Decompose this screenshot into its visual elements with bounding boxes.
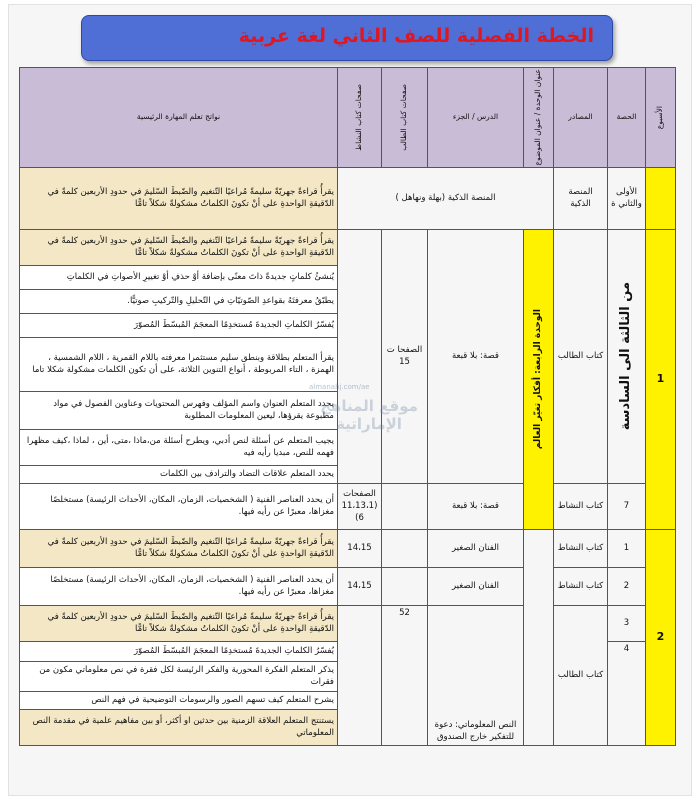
week1-number: 1 — [646, 229, 676, 529]
week1-pages-student-empty — [382, 483, 428, 529]
week2-lesson-info: النص المعلوماتي: دعوة للتفكير خارج الصندوق — [428, 605, 524, 745]
week2-source-student: كتاب الطالب — [554, 605, 608, 745]
document-page — [8, 4, 692, 796]
week2-source-1: كتاب النشاط — [554, 529, 608, 567]
week1-outcome-1: يقرأُ قراءةً جهريّةً سليمةً مُراعيًا التّنغيم والضّبطَ السّليمَ في حدودِ الأربعين كلمةً في الدّقيقةِ الواحدةِ على أنْ تكونَ الكلماتُ مشكولةً شكلاً تامًّا — [20, 229, 338, 265]
header-activity-pages: صفحات كتاب النشاط — [338, 68, 382, 168]
week1-outcome-9: أن يحدد العناصر الفنية ( الشخصيات، الزمان، المكان، الأحداث الرئيسة) مستخلصًا مغزاها، معبرًا عن رأيه فيها. — [20, 483, 338, 529]
week2-student-pages-1 — [382, 529, 428, 567]
header-lesson: الدرس / الجزء — [428, 68, 524, 168]
week1-vertical-label: من الثالثة الى السادسة — [608, 229, 646, 483]
week1-pages-activity-empty — [338, 229, 382, 483]
intro-class: الأولى والثاني ة — [608, 167, 646, 229]
intro-week-cell — [646, 167, 676, 229]
week2-row — [20, 529, 676, 567]
intro-outcome: يقرأُ قراءةً جهريّةً سليمةً مُراعيًا التّنغيم والضّبطَ السّليمَ في حدودِ الأربعين كلمةً في الدّقيقةِ الواحدةِ على أنْ تكونَ الكلماتُ مشكولةً شكلاً تامًّا — [20, 167, 338, 229]
week2-row — [20, 605, 676, 641]
intro-source: المنصة الذكية — [554, 167, 608, 229]
week1-class-7: 7 — [608, 483, 646, 529]
week1-row — [20, 229, 676, 265]
week2-unit-empty — [524, 529, 554, 745]
week1-lesson-2: قصة: بلا قبعة — [428, 483, 524, 529]
intro-row — [20, 167, 676, 229]
week2-number: 2 — [646, 529, 676, 745]
header-week: الأسبوع — [646, 68, 676, 168]
week1-lesson: قصة: بلا قبعة — [428, 229, 524, 483]
title-banner — [81, 15, 613, 61]
watermark-url: almanahj.com/ae — [309, 383, 370, 391]
week2-class-3: 3 — [608, 605, 646, 641]
week2-outcome-1: يقرأُ قراءةً جهريّةً سليمةً مُراعيًا التّنغيم والضّبطَ السّليمَ في حدودِ الأربعين كلمةً في الدّقيقةِ الواحدةِ على أنْ تكونَ الكلماتُ مشكولةً شكلاً تامًّا — [20, 605, 338, 641]
week2-class-4: 4 — [608, 641, 646, 745]
week1-outcome-4: يُفسّرُ الكلماتِ الجديدةَ مُستخدِمًا المعجَمَ المُبسّطَ المُصوّرَ — [20, 313, 338, 337]
week1-outcome-7: يجيب المتعلم عن أسئلة لنص أدبي، ويطرح أسئلة من،ماذا ،متى، أين ، لماذا ،كيف مظهرا فهمه للنص، مبديا رأيه فيه — [20, 429, 338, 465]
watermark-logo: موقع المناهج الإماراتية — [320, 397, 418, 433]
header-student-pages: صفحات كتاب الطالب — [382, 68, 428, 168]
intro-lesson: المنصة الذكية (بهلة ونهاهل ) — [338, 167, 554, 229]
week2-source-2: كتاب النشاط — [554, 567, 608, 605]
week2-outcome-4: يشرح المتعلم كيف تسهم الصور والرسومات التوضيحية في فهم النص — [20, 691, 338, 709]
week2-activity-pages-1: 14،15 — [338, 529, 382, 567]
week2-outcome-row2: أن يحدد العناصر الفنية ( الشخصيات، الزمان، المكان، الأحداث الرئيسة) مستخلصًا مغزاها، معبرًا عن رأيه فيها. — [20, 567, 338, 605]
week1-source-student: كتاب الطالب — [554, 229, 608, 483]
week1-outcome-6: يحدد المتعلم العنوان واسم المؤلف وفهرس المحتويات وعناوين الفصول في مواد مطبوعة يقرؤها، ليعين المعلومات المطلوبة — [20, 391, 338, 429]
week2-class-2: 2 — [608, 567, 646, 605]
week1-pages-student: الصفحا ت 15 — [382, 229, 428, 483]
page-title: الخطة الفصلية للصف الثاني لغة عربية — [238, 25, 594, 47]
week1-pages-activity: الصفحات (11،13،1 6) — [338, 483, 382, 529]
week2-lesson-2: الفنان الصغير — [428, 567, 524, 605]
week2-outcome-row1: يقرأُ قراءةً جهريّةً سليمةً مُراعيًا التّنغيم والضّبطَ السّليمَ في حدودِ الأربعين كلمةً في الدّقيقةِ الواحدةِ على أنْ تكونَ الكلماتُ مشكولةً شكلاً تامًّا — [20, 529, 338, 567]
week1-outcome-8: يحدد المتعلم علاقات التضاد والترادف بين الكلمات — [20, 465, 338, 483]
week2-outcome-5: يستنتج المتعلم العلاقة الزمنية بين حدثين او أكثر، أو بين مفاهيم علمية في مقدمة النص المعلوماتي — [20, 709, 338, 745]
week1-source-activity: كتاب النشاط — [554, 483, 608, 529]
week1-outcome-5: يقرأ المتعلم بطلاقة وبنطق سليم مستثمرا معرفته باللام القمرية ، اللام الشمسية ، الهمزة ، التاء المربوطة ، أنواع التنوين الثلاثة، على أن تكون الكلمات مشكولة شكلا تاما — [20, 337, 338, 391]
week2-activity-pages-2: 14،15 — [338, 567, 382, 605]
week2-outcome-3: يذكر المتعلم الفكرة المحورية والفكر الرئيسة لكل فقرة في نص معلوماتي مكون من فقرات — [20, 661, 338, 691]
header-unit: عنوان الوحدة / عنوان الموضوع — [524, 68, 554, 168]
week2-activity-pages-empty — [338, 605, 382, 745]
header-class: الحصة — [608, 68, 646, 168]
header-source: المصادر — [554, 68, 608, 168]
week1-row — [20, 483, 676, 529]
week2-outcome-2: يُفسّرُ الكلماتِ الجديدةَ مُستخدِمًا المعجَمَ المُبسّطَ المُصوّرَ — [20, 641, 338, 661]
header-row — [20, 68, 676, 168]
week2-student-pages-2 — [382, 567, 428, 605]
week1-outcome-3: يطبّقُ معرفتَهُ بقواعدِ الصّوتيّاتِ في التّحليلِ والتّركيبِ صوتيًّا. — [20, 289, 338, 313]
week1-unit: الوحدة الرابعة: أفكار تغيّر العالم — [524, 229, 554, 529]
week2-class-1: 1 — [608, 529, 646, 567]
week2-pages-student: 52 — [382, 605, 428, 745]
week2-row — [20, 567, 676, 605]
header-outcomes: نواتج تعلم المهارة الرئيسية — [20, 68, 338, 168]
week1-outcome-2: يُنشئُ كلماتٍ جديدةً ذاتَ معنًى بإضافة أوْ حذفِ أوْ تغييرِ الأصواتِ في الكلماتِ — [20, 265, 338, 289]
week2-lesson-1: الفنان الصغير — [428, 529, 524, 567]
